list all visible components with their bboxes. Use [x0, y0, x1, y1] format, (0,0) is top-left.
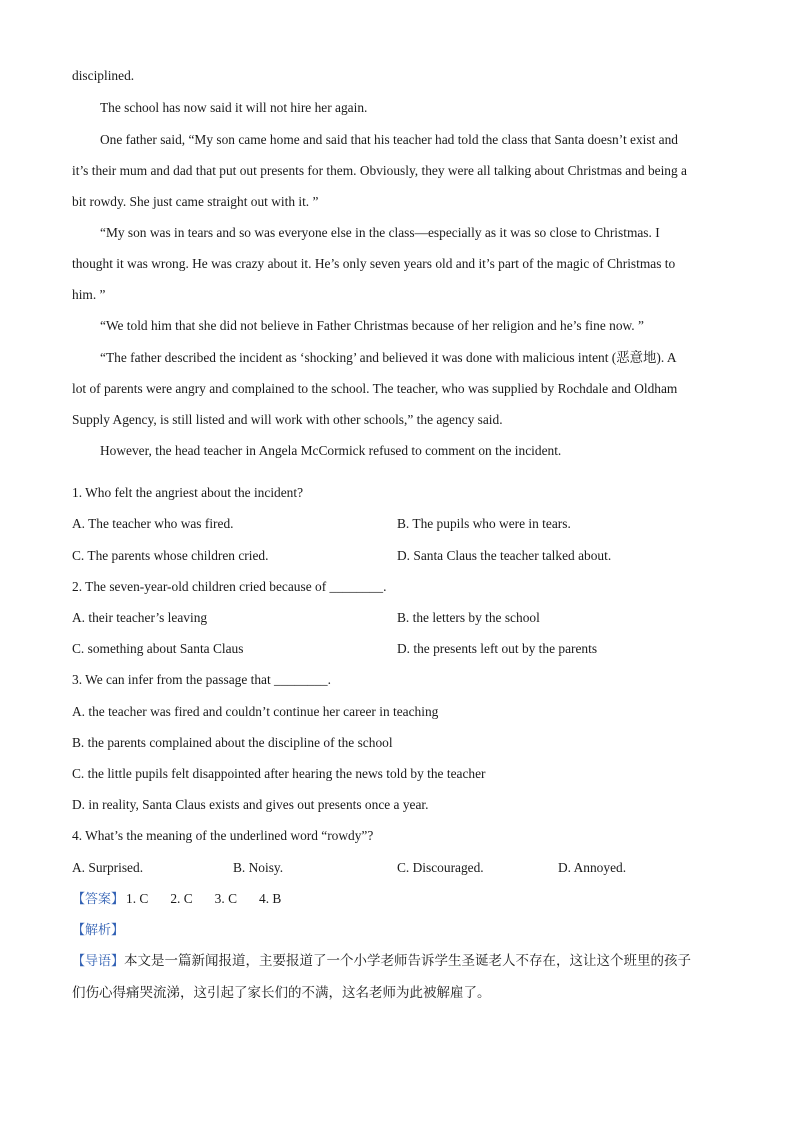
passage-line-3: One father said, “My son came home and said that his teacher had told the class that Santa doesn’t exist and: [100, 132, 678, 147]
passage-line-10: “The father described the incident as ‘shocking’ and believed it was done with malicious intent (恶意地). A: [100, 350, 677, 365]
question-2-option-a: A. their teacher’s leaving: [72, 610, 208, 625]
passage-line-12: Supply Agency, is still listed and will work with other schools,” the agency said.: [72, 412, 503, 427]
question-3-option-d: D. in reality, Santa Claus exists and gives out presents once a year.: [72, 797, 429, 812]
answer-item-1: 1. C: [126, 891, 149, 906]
question-1-option-a: A. The teacher who was fired.: [72, 516, 234, 531]
question-2-stem: 2. The seven-year-old children cried because of ________.: [72, 579, 387, 594]
answer-item-4: 4. B: [259, 891, 282, 906]
question-4-stem: 4. What’s the meaning of the underlined word “rowdy”?: [72, 828, 374, 843]
question-1-option-c: C. The parents whose children cried.: [72, 548, 269, 563]
question-4-option-c: C. Discouraged.: [397, 860, 484, 875]
passage-line-9: “We told him that she did not believe in Father Christmas because of her religion and he’s fine now. ”: [100, 318, 644, 333]
question-4-option-d: D. Annoyed.: [558, 860, 627, 875]
answer-label: 【答案】: [72, 892, 125, 907]
question-3-option-c: C. the little pupils felt disappointed after hearing the news told by the teacher: [72, 766, 486, 781]
guide-line-2: 们伤心得痛哭流涕，这引起了家长们的不满，这名老师为此被解雇了。: [72, 985, 491, 1001]
answer-item-3: 3. C: [214, 891, 237, 906]
guide-text-1: 本文是一篇新闻报道，主要报道了一个小学老师告诉学生圣诞老人不存在，这让这个班里的孩子: [124, 953, 692, 969]
question-2-option-d: D. the presents left out by the parents: [397, 641, 598, 656]
analysis-line: [72, 922, 732, 939]
passage-line-4: it’s their mum and dad that put out presents for them. Obviously, they were all talking about Christmas and being a: [72, 163, 687, 178]
question-1-option-b: B. The pupils who were in tears.: [397, 516, 571, 531]
passage-line-7: thought it was wrong. He was crazy about it. He’s only seven years old and it’s part of the magic of Christmas to: [72, 256, 676, 271]
question-4-option-b: B. Noisy.: [233, 860, 284, 875]
analysis-label: 【解析】: [72, 923, 125, 938]
guide-label: 【导语】: [72, 954, 125, 969]
answer-line: [72, 891, 732, 908]
passage-line-2: The school has now said it will not hire her again.: [100, 100, 368, 115]
question-1-option-d: D. Santa Claus the teacher talked about.: [397, 548, 612, 563]
passage-line-8: him. ”: [72, 287, 106, 302]
question-2-option-b: B. the letters by the school: [397, 610, 540, 625]
passage-line-11: lot of parents were angry and complained to the school. The teacher, who was supplied by Rochdale and Oldham: [72, 381, 678, 396]
passage-line-6: “My son was in tears and so was everyone else in the class—especially as it was so close to Christmas. I: [100, 225, 660, 240]
passage-line-13: However, the head teacher in Angela McCormick refused to comment on the incident.: [100, 443, 562, 458]
passage-line-5: bit rowdy. She just came straight out with it. ”: [72, 194, 319, 209]
question-2-option-c: C. something about Santa Claus: [72, 641, 244, 656]
question-3-option-b: B. the parents complained about the discipline of the school: [72, 735, 393, 750]
passage-line-1: disciplined.: [72, 68, 135, 83]
answer-item-2: 2. C: [170, 891, 193, 906]
question-4-option-a: A. Surprised.: [72, 860, 144, 875]
guide-line-1: [72, 953, 732, 970]
question-1-stem: 1. Who felt the angriest about the incident?: [72, 485, 304, 500]
question-3-stem: 3. We can infer from the passage that ________.: [72, 672, 331, 687]
question-3-option-a: A. the teacher was fired and couldn’t continue her career in teaching: [72, 704, 439, 719]
